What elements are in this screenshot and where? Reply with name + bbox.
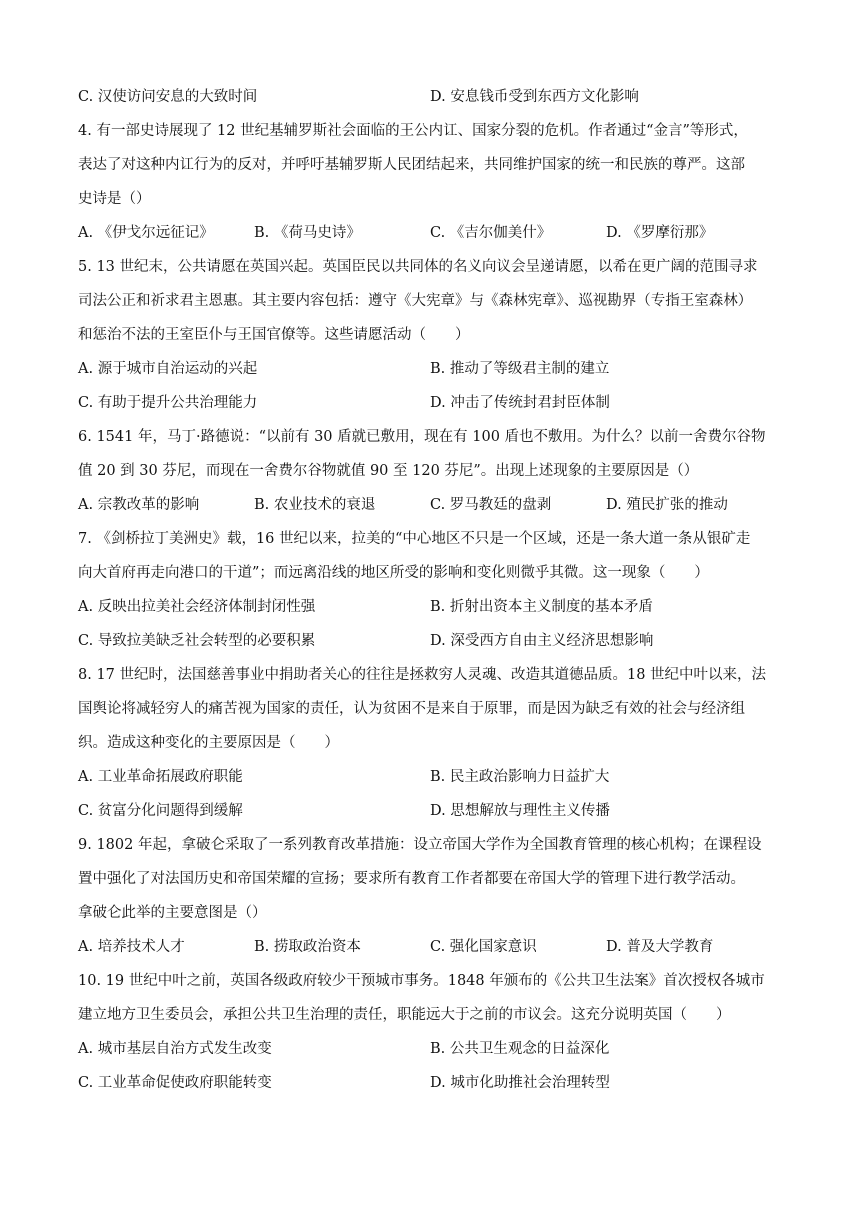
exam-page	[78, 80, 790, 1100]
question-5	[78, 250, 790, 420]
q5-options-row-1	[78, 352, 790, 386]
q6-line-2: 值 20 到 30 芬尼，而现在一舍费尔谷物就值 90 至 120 芬尼”。出现上述现象的主要原因是（）	[78, 463, 699, 479]
q10-option-b[interactable]: B. 公共卫生观念的日益深化	[430, 1041, 610, 1057]
q6-option-b[interactable]: B. 农业技术的衰退	[254, 497, 376, 513]
q10-options-row-2	[78, 1066, 790, 1100]
q7-line-2: 向大首府再走向港口的干道”；而远离沿线的地区所受的影响和变化则微乎其微。这一现象（ ）	[78, 565, 709, 581]
q4-option-a[interactable]: A. 《伊戈尔远征记》	[78, 225, 214, 241]
q5-line-1: 5. 13 世纪末，公共请愿在英国兴起。英国臣民以共同体的名义向议会呈递请愿，以希在更广阔的范围寻求	[78, 259, 758, 275]
q4-line-3: 史诗是（）	[78, 191, 151, 207]
q9-option-c[interactable]: C. 强化国家意识	[430, 939, 537, 955]
q5-line-3: 和惩治不法的王室臣仆与王国官僚等。这些请愿活动（ ）	[78, 327, 470, 343]
q5-options-row-2	[78, 386, 790, 420]
q7-options-row-1	[78, 590, 790, 624]
q8-option-d[interactable]: D. 思想解放与理性主义传播	[430, 803, 610, 819]
q9-line-1: 9. 1802 年起，拿破仑采取了一系列教育改革措施：设立帝国大学作为全国教育管理的核心机构；在课程设	[78, 837, 762, 853]
q8-options-row-2	[78, 794, 790, 828]
q8-line-3: 织。造成这种变化的主要原因是（ ）	[78, 735, 339, 751]
q9-options-row	[78, 930, 790, 964]
q6-options-row	[78, 488, 790, 522]
q4-line-2: 表达了对这种内讧行为的反对，并呼吁基辅罗斯人民团结起来，共同维护国家的统一和民族的尊严。这部	[78, 157, 745, 173]
q8-option-b[interactable]: B. 民主政治影响力日益扩大	[430, 769, 610, 785]
question-6	[78, 420, 790, 522]
q8-option-c[interactable]: C. 贫富分化问题得到缓解	[78, 803, 243, 819]
q7-option-a[interactable]: A. 反映出拉美社会经济体制封闭性强	[78, 599, 316, 615]
q5-option-b[interactable]: B. 推动了等级君主制的建立	[430, 361, 610, 377]
q3-option-c[interactable]: C. 汉使访问安息的大致时间	[78, 89, 258, 105]
q4-option-b[interactable]: B. 《荷马史诗》	[254, 225, 361, 241]
q6-option-d[interactable]: D. 殖民扩张的推动	[606, 497, 728, 513]
q7-option-b[interactable]: B. 折射出资本主义制度的基本矛盾	[430, 599, 653, 615]
question-9	[78, 828, 790, 964]
q4-options-row	[78, 216, 790, 250]
question-8	[78, 658, 790, 828]
q8-option-a[interactable]: A. 工业革命拓展政府职能	[78, 769, 243, 785]
question-4	[78, 114, 790, 250]
q4-option-d[interactable]: D. 《罗摩衍那》	[606, 225, 714, 241]
q6-line-1: 6. 1541 年，马丁·路德说：“以前有 30 盾就已敷用，现在有 100 盾也不敷用。为什么？以前一舍费尔谷物	[78, 429, 766, 445]
q5-option-c[interactable]: C. 有助于提升公共治理能力	[78, 395, 258, 411]
q7-options-row-2	[78, 624, 790, 658]
q9-line-2: 置中强化了对法国历史和帝国荣耀的宣扬；要求所有教育工作者都要在帝国大学的管理下进行教学活动。	[78, 871, 745, 887]
q7-line-1: 7. 《剑桥拉丁美洲史》载，16 世纪以来，拉美的“中心地区不只是一个区域，还是一条大道一条从银矿走	[78, 531, 751, 547]
q10-line-2: 建立地方卫生委员会，承担公共卫生治理的责任，职能远大于之前的市议会。这充分说明英国（ ）	[78, 1007, 731, 1023]
q6-option-a[interactable]: A. 宗教改革的影响	[78, 497, 200, 513]
q3-option-d[interactable]: D. 安息钱币受到东西方文化影响	[430, 89, 639, 105]
q4-option-c[interactable]: C. 《吉尔伽美什》	[430, 225, 552, 241]
q9-option-d[interactable]: D. 普及大学教育	[606, 939, 714, 955]
q5-line-2: 司法公正和祈求君主恩惠。其主要内容包括：遵守《大宪章》与《森林宪章》、巡视勘界（专指王室森林）	[78, 293, 753, 309]
q3-options-row	[78, 80, 790, 114]
q8-line-2: 国舆论将减轻穷人的痛苦视为国家的责任，认为贫困不是来自于原罪，而是因为缺乏有效的社会与经济组	[78, 701, 745, 717]
q8-line-1: 8. 17 世纪时，法国慈善事业中捐助者关心的往往是拯救穷人灵魂、改造其道德品质。18 世纪中叶以来，法	[78, 667, 767, 683]
question-10	[78, 964, 790, 1100]
q9-option-b[interactable]: B. 捞取政治资本	[254, 939, 361, 955]
q8-options-row-1	[78, 760, 790, 794]
q10-option-a[interactable]: A. 城市基层自治方式发生改变	[78, 1041, 272, 1057]
q4-line-1: 4. 有一部史诗展现了 12 世纪基辅罗斯社会面临的王公内讧、国家分裂的危机。作者通过“金言”等形式，	[78, 123, 748, 139]
q7-option-d[interactable]: D. 深受西方自由主义经济思想影响	[430, 633, 654, 649]
q6-option-c[interactable]: C. 罗马教廷的盘剥	[430, 497, 552, 513]
q10-option-d[interactable]: D. 城市化助推社会治理转型	[430, 1075, 610, 1091]
question-7	[78, 522, 790, 658]
q10-line-1: 10. 19 世纪中叶之前，英国各级政府较少干预城市事务。1848 年颁布的《公共卫生法案》首次授权各城市	[78, 973, 765, 989]
q5-option-a[interactable]: A. 源于城市自治运动的兴起	[78, 361, 258, 377]
q10-options-row-1	[78, 1032, 790, 1066]
q10-option-c[interactable]: C. 工业革命促使政府职能转变	[78, 1075, 272, 1091]
q9-line-3: 拿破仑此举的主要意图是（）	[78, 905, 267, 921]
q5-option-d[interactable]: D. 冲击了传统封君封臣体制	[430, 395, 610, 411]
q9-option-a[interactable]: A. 培养技术人才	[78, 939, 185, 955]
q7-option-c[interactable]: C. 导致拉美缺乏社会转型的必要积累	[78, 633, 316, 649]
